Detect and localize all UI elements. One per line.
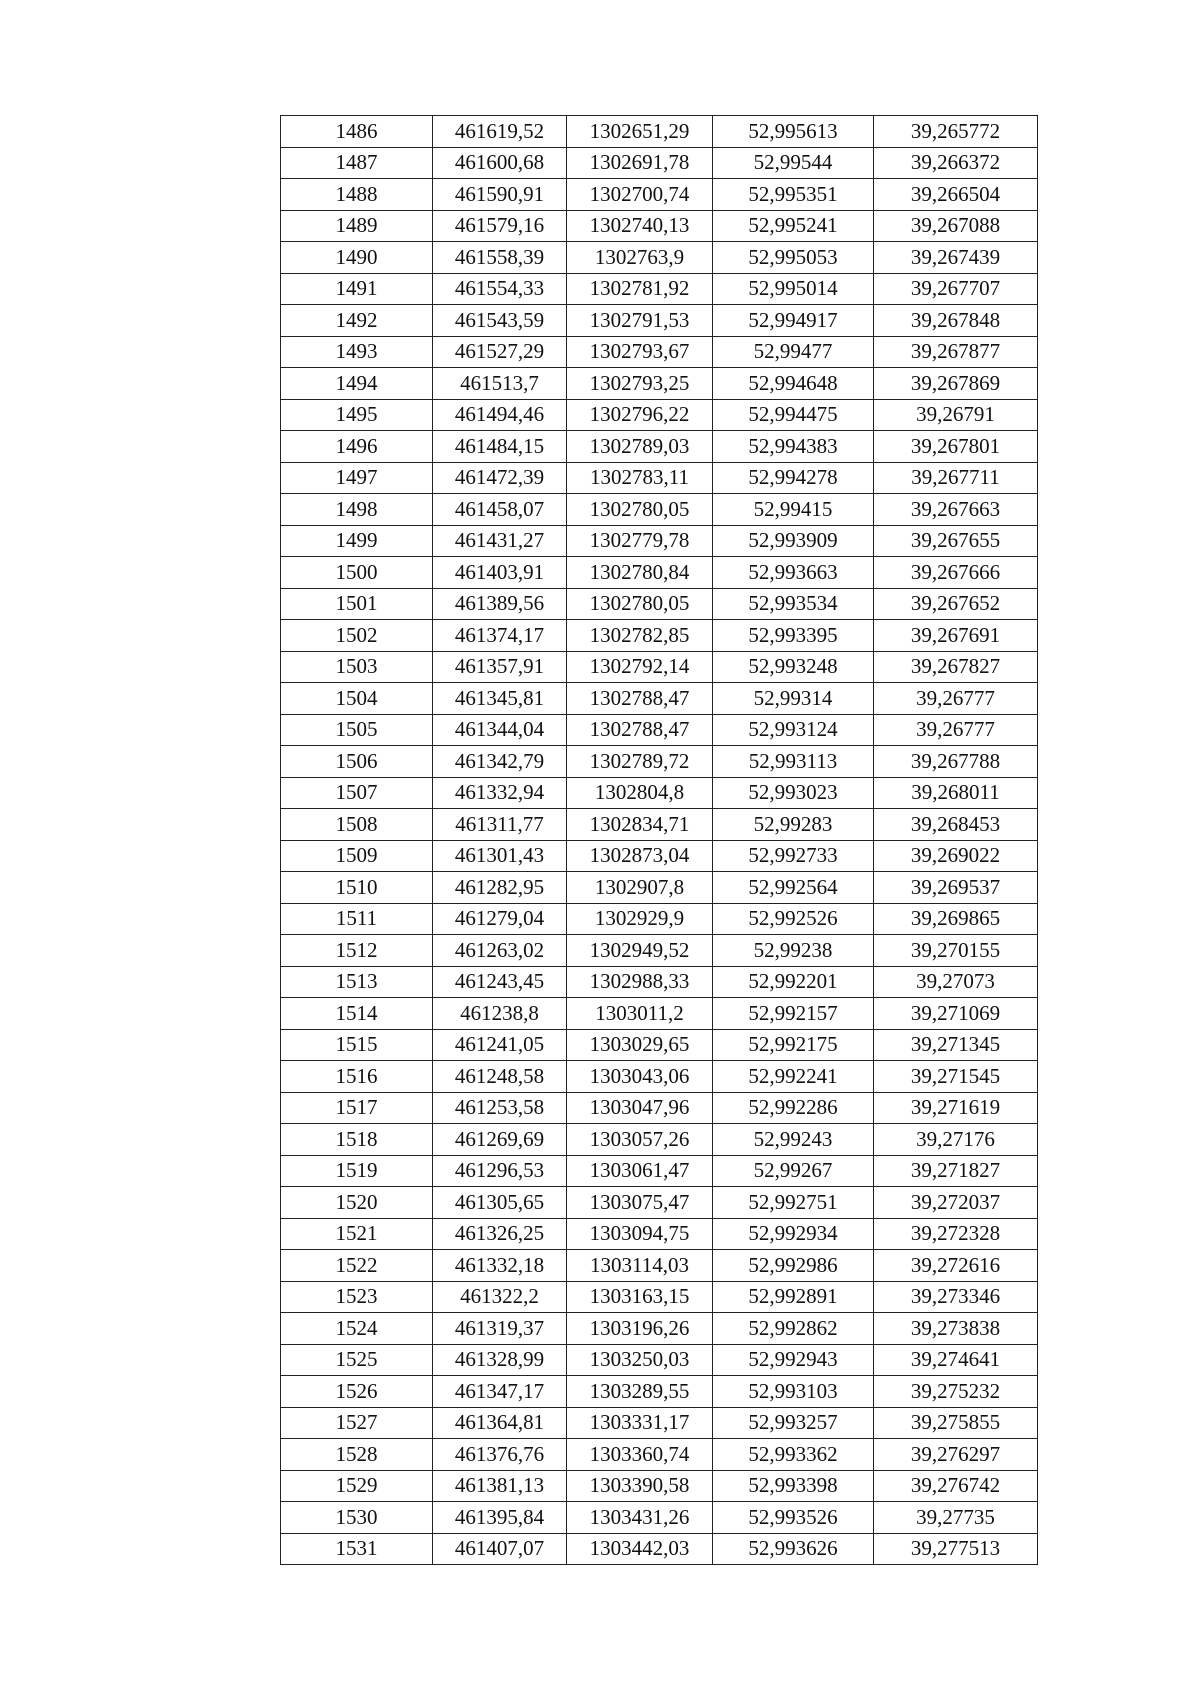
y-coordinate-cell: 1303360,74 <box>567 1439 713 1471</box>
table-row <box>281 399 1038 431</box>
longitude-cell: 39,270155 <box>874 935 1038 967</box>
longitude-cell: 39,271545 <box>874 1061 1038 1093</box>
point-number-cell: 1487 <box>281 147 433 179</box>
y-coordinate-cell: 1303431,26 <box>567 1502 713 1534</box>
longitude-cell: 39,271345 <box>874 1029 1038 1061</box>
latitude-cell: 52,993124 <box>713 714 874 746</box>
longitude-cell: 39,267801 <box>874 431 1038 463</box>
point-number-cell: 1514 <box>281 998 433 1030</box>
x-coordinate-cell: 461579,16 <box>433 210 567 242</box>
table-row <box>281 1502 1038 1534</box>
table-row <box>281 557 1038 589</box>
point-number-cell: 1494 <box>281 368 433 400</box>
x-coordinate-cell: 461543,59 <box>433 305 567 337</box>
table-row <box>281 746 1038 778</box>
point-number-cell: 1524 <box>281 1313 433 1345</box>
table-row <box>281 1250 1038 1282</box>
x-coordinate-cell: 461554,33 <box>433 273 567 305</box>
point-number-cell: 1489 <box>281 210 433 242</box>
table-row <box>281 1092 1038 1124</box>
table-row <box>281 305 1038 337</box>
x-coordinate-cell: 461282,95 <box>433 872 567 904</box>
point-number-cell: 1505 <box>281 714 433 746</box>
point-number-cell: 1525 <box>281 1344 433 1376</box>
x-coordinate-cell: 461332,94 <box>433 777 567 809</box>
x-coordinate-cell: 461381,13 <box>433 1470 567 1502</box>
point-number-cell: 1521 <box>281 1218 433 1250</box>
longitude-cell: 39,271827 <box>874 1155 1038 1187</box>
point-number-cell: 1510 <box>281 872 433 904</box>
y-coordinate-cell: 1303390,58 <box>567 1470 713 1502</box>
point-number-cell: 1518 <box>281 1124 433 1156</box>
longitude-cell: 39,267652 <box>874 588 1038 620</box>
latitude-cell: 52,992986 <box>713 1250 874 1282</box>
table-row <box>281 147 1038 179</box>
longitude-cell: 39,267439 <box>874 242 1038 274</box>
y-coordinate-cell: 1303289,55 <box>567 1376 713 1408</box>
x-coordinate-cell: 461494,46 <box>433 399 567 431</box>
latitude-cell: 52,992175 <box>713 1029 874 1061</box>
longitude-cell: 39,271069 <box>874 998 1038 1030</box>
longitude-cell: 39,272328 <box>874 1218 1038 1250</box>
point-number-cell: 1522 <box>281 1250 433 1282</box>
longitude-cell: 39,269537 <box>874 872 1038 904</box>
latitude-cell: 52,993526 <box>713 1502 874 1534</box>
y-coordinate-cell: 1302789,72 <box>567 746 713 778</box>
point-number-cell: 1523 <box>281 1281 433 1313</box>
y-coordinate-cell: 1302782,85 <box>567 620 713 652</box>
table-row <box>281 179 1038 211</box>
y-coordinate-cell: 1303196,26 <box>567 1313 713 1345</box>
table-row <box>281 1407 1038 1439</box>
x-coordinate-cell: 461472,39 <box>433 462 567 494</box>
table-row <box>281 714 1038 746</box>
latitude-cell: 52,993398 <box>713 1470 874 1502</box>
longitude-cell: 39,268453 <box>874 809 1038 841</box>
x-coordinate-cell: 461374,17 <box>433 620 567 652</box>
x-coordinate-cell: 461364,81 <box>433 1407 567 1439</box>
y-coordinate-cell: 1302700,74 <box>567 179 713 211</box>
point-number-cell: 1526 <box>281 1376 433 1408</box>
table-row <box>281 651 1038 683</box>
x-coordinate-cell: 461431,27 <box>433 525 567 557</box>
longitude-cell: 39,267827 <box>874 651 1038 683</box>
latitude-cell: 52,994383 <box>713 431 874 463</box>
table-row <box>281 1155 1038 1187</box>
latitude-cell: 52,99283 <box>713 809 874 841</box>
x-coordinate-cell: 461458,07 <box>433 494 567 526</box>
x-coordinate-cell: 461322,2 <box>433 1281 567 1313</box>
y-coordinate-cell: 1302780,05 <box>567 494 713 526</box>
x-coordinate-cell: 461279,04 <box>433 903 567 935</box>
longitude-cell: 39,267663 <box>874 494 1038 526</box>
y-coordinate-cell: 1302804,8 <box>567 777 713 809</box>
table-row <box>281 368 1038 400</box>
x-coordinate-cell: 461590,91 <box>433 179 567 211</box>
longitude-cell: 39,27176 <box>874 1124 1038 1156</box>
table-row <box>281 1061 1038 1093</box>
longitude-cell: 39,271619 <box>874 1092 1038 1124</box>
longitude-cell: 39,267877 <box>874 336 1038 368</box>
latitude-cell: 52,993257 <box>713 1407 874 1439</box>
table-row <box>281 683 1038 715</box>
y-coordinate-cell: 1303047,96 <box>567 1092 713 1124</box>
longitude-cell: 39,273838 <box>874 1313 1038 1345</box>
y-coordinate-cell: 1303163,15 <box>567 1281 713 1313</box>
latitude-cell: 52,993248 <box>713 651 874 683</box>
longitude-cell: 39,269022 <box>874 840 1038 872</box>
point-number-cell: 1529 <box>281 1470 433 1502</box>
longitude-cell: 39,27735 <box>874 1502 1038 1534</box>
x-coordinate-cell: 461241,05 <box>433 1029 567 1061</box>
point-number-cell: 1497 <box>281 462 433 494</box>
table-row <box>281 462 1038 494</box>
longitude-cell: 39,267788 <box>874 746 1038 778</box>
table-row <box>281 431 1038 463</box>
y-coordinate-cell: 1303331,17 <box>567 1407 713 1439</box>
point-number-cell: 1498 <box>281 494 433 526</box>
x-coordinate-cell: 461484,15 <box>433 431 567 463</box>
longitude-cell: 39,266372 <box>874 147 1038 179</box>
x-coordinate-cell: 461342,79 <box>433 746 567 778</box>
latitude-cell: 52,99544 <box>713 147 874 179</box>
point-number-cell: 1515 <box>281 1029 433 1061</box>
point-number-cell: 1499 <box>281 525 433 557</box>
table-row <box>281 1313 1038 1345</box>
x-coordinate-cell: 461357,91 <box>433 651 567 683</box>
x-coordinate-cell: 461345,81 <box>433 683 567 715</box>
x-coordinate-cell: 461238,8 <box>433 998 567 1030</box>
table-row <box>281 809 1038 841</box>
longitude-cell: 39,267869 <box>874 368 1038 400</box>
latitude-cell: 52,992862 <box>713 1313 874 1345</box>
latitude-cell: 52,992891 <box>713 1281 874 1313</box>
y-coordinate-cell: 1303442,03 <box>567 1533 713 1565</box>
table-row <box>281 273 1038 305</box>
table-row <box>281 1533 1038 1565</box>
latitude-cell: 52,992934 <box>713 1218 874 1250</box>
latitude-cell: 52,993113 <box>713 746 874 778</box>
y-coordinate-cell: 1302791,53 <box>567 305 713 337</box>
point-number-cell: 1520 <box>281 1187 433 1219</box>
y-coordinate-cell: 1302834,71 <box>567 809 713 841</box>
y-coordinate-cell: 1303075,47 <box>567 1187 713 1219</box>
y-coordinate-cell: 1302763,9 <box>567 242 713 274</box>
point-number-cell: 1512 <box>281 935 433 967</box>
longitude-cell: 39,26791 <box>874 399 1038 431</box>
longitude-cell: 39,275232 <box>874 1376 1038 1408</box>
table-row <box>281 588 1038 620</box>
y-coordinate-cell: 1302783,11 <box>567 462 713 494</box>
latitude-cell: 52,99238 <box>713 935 874 967</box>
y-coordinate-cell: 1302949,52 <box>567 935 713 967</box>
table-row <box>281 1470 1038 1502</box>
point-number-cell: 1488 <box>281 179 433 211</box>
table-row <box>281 872 1038 904</box>
longitude-cell: 39,277513 <box>874 1533 1038 1565</box>
y-coordinate-cell: 1302691,78 <box>567 147 713 179</box>
coordinates-table <box>280 115 1038 1565</box>
y-coordinate-cell: 1302793,67 <box>567 336 713 368</box>
point-number-cell: 1530 <box>281 1502 433 1534</box>
table-row <box>281 966 1038 998</box>
point-number-cell: 1527 <box>281 1407 433 1439</box>
x-coordinate-cell: 461319,37 <box>433 1313 567 1345</box>
longitude-cell: 39,274641 <box>874 1344 1038 1376</box>
x-coordinate-cell: 461344,04 <box>433 714 567 746</box>
y-coordinate-cell: 1302740,13 <box>567 210 713 242</box>
x-coordinate-cell: 461619,52 <box>433 116 567 148</box>
x-coordinate-cell: 461296,53 <box>433 1155 567 1187</box>
latitude-cell: 52,995351 <box>713 179 874 211</box>
x-coordinate-cell: 461407,07 <box>433 1533 567 1565</box>
y-coordinate-cell: 1302793,25 <box>567 368 713 400</box>
point-number-cell: 1490 <box>281 242 433 274</box>
point-number-cell: 1501 <box>281 588 433 620</box>
latitude-cell: 52,995014 <box>713 273 874 305</box>
y-coordinate-cell: 1302988,33 <box>567 966 713 998</box>
longitude-cell: 39,267707 <box>874 273 1038 305</box>
latitude-cell: 52,995053 <box>713 242 874 274</box>
table-row <box>281 1344 1038 1376</box>
point-number-cell: 1495 <box>281 399 433 431</box>
latitude-cell: 52,993395 <box>713 620 874 652</box>
point-number-cell: 1502 <box>281 620 433 652</box>
point-number-cell: 1517 <box>281 1092 433 1124</box>
y-coordinate-cell: 1302780,84 <box>567 557 713 589</box>
longitude-cell: 39,27073 <box>874 966 1038 998</box>
point-number-cell: 1496 <box>281 431 433 463</box>
y-coordinate-cell: 1302781,92 <box>567 273 713 305</box>
table-row <box>281 116 1038 148</box>
latitude-cell: 52,992526 <box>713 903 874 935</box>
table-row <box>281 840 1038 872</box>
x-coordinate-cell: 461527,29 <box>433 336 567 368</box>
latitude-cell: 52,992751 <box>713 1187 874 1219</box>
table-row <box>281 620 1038 652</box>
point-number-cell: 1506 <box>281 746 433 778</box>
y-coordinate-cell: 1303029,65 <box>567 1029 713 1061</box>
latitude-cell: 52,993362 <box>713 1439 874 1471</box>
latitude-cell: 52,995241 <box>713 210 874 242</box>
table-row <box>281 998 1038 1030</box>
longitude-cell: 39,272037 <box>874 1187 1038 1219</box>
longitude-cell: 39,275855 <box>874 1407 1038 1439</box>
x-coordinate-cell: 461269,69 <box>433 1124 567 1156</box>
y-coordinate-cell: 1302779,78 <box>567 525 713 557</box>
latitude-cell: 52,994278 <box>713 462 874 494</box>
longitude-cell: 39,276297 <box>874 1439 1038 1471</box>
x-coordinate-cell: 461347,17 <box>433 1376 567 1408</box>
table-row <box>281 1187 1038 1219</box>
point-number-cell: 1511 <box>281 903 433 935</box>
latitude-cell: 52,99314 <box>713 683 874 715</box>
latitude-cell: 52,99243 <box>713 1124 874 1156</box>
latitude-cell: 52,993103 <box>713 1376 874 1408</box>
y-coordinate-cell: 1302907,8 <box>567 872 713 904</box>
table-row <box>281 777 1038 809</box>
table-row <box>281 1376 1038 1408</box>
latitude-cell: 52,993023 <box>713 777 874 809</box>
latitude-cell: 52,992943 <box>713 1344 874 1376</box>
x-coordinate-cell: 461248,58 <box>433 1061 567 1093</box>
x-coordinate-cell: 461243,45 <box>433 966 567 998</box>
y-coordinate-cell: 1303094,75 <box>567 1218 713 1250</box>
coordinates-table-body <box>281 116 1038 1565</box>
y-coordinate-cell: 1302651,29 <box>567 116 713 148</box>
longitude-cell: 39,265772 <box>874 116 1038 148</box>
point-number-cell: 1531 <box>281 1533 433 1565</box>
x-coordinate-cell: 461305,65 <box>433 1187 567 1219</box>
point-number-cell: 1491 <box>281 273 433 305</box>
point-number-cell: 1504 <box>281 683 433 715</box>
table-row <box>281 210 1038 242</box>
latitude-cell: 52,993626 <box>713 1533 874 1565</box>
longitude-cell: 39,267655 <box>874 525 1038 557</box>
point-number-cell: 1508 <box>281 809 433 841</box>
y-coordinate-cell: 1302796,22 <box>567 399 713 431</box>
table-row <box>281 935 1038 967</box>
latitude-cell: 52,993663 <box>713 557 874 589</box>
longitude-cell: 39,267666 <box>874 557 1038 589</box>
point-number-cell: 1513 <box>281 966 433 998</box>
y-coordinate-cell: 1303043,06 <box>567 1061 713 1093</box>
latitude-cell: 52,992241 <box>713 1061 874 1093</box>
y-coordinate-cell: 1302792,14 <box>567 651 713 683</box>
latitude-cell: 52,99267 <box>713 1155 874 1187</box>
longitude-cell: 39,276742 <box>874 1470 1038 1502</box>
table-row <box>281 1029 1038 1061</box>
latitude-cell: 52,993534 <box>713 588 874 620</box>
point-number-cell: 1516 <box>281 1061 433 1093</box>
x-coordinate-cell: 461389,56 <box>433 588 567 620</box>
y-coordinate-cell: 1302789,03 <box>567 431 713 463</box>
y-coordinate-cell: 1303250,03 <box>567 1344 713 1376</box>
latitude-cell: 52,992733 <box>713 840 874 872</box>
x-coordinate-cell: 461403,91 <box>433 557 567 589</box>
latitude-cell: 52,993909 <box>713 525 874 557</box>
x-coordinate-cell: 461513,7 <box>433 368 567 400</box>
point-number-cell: 1493 <box>281 336 433 368</box>
x-coordinate-cell: 461395,84 <box>433 1502 567 1534</box>
latitude-cell: 52,995613 <box>713 116 874 148</box>
latitude-cell: 52,992564 <box>713 872 874 904</box>
y-coordinate-cell: 1303057,26 <box>567 1124 713 1156</box>
x-coordinate-cell: 461263,02 <box>433 935 567 967</box>
x-coordinate-cell: 461332,18 <box>433 1250 567 1282</box>
longitude-cell: 39,26777 <box>874 683 1038 715</box>
longitude-cell: 39,26777 <box>874 714 1038 746</box>
table-row <box>281 1281 1038 1313</box>
point-number-cell: 1507 <box>281 777 433 809</box>
x-coordinate-cell: 461328,99 <box>433 1344 567 1376</box>
longitude-cell: 39,273346 <box>874 1281 1038 1313</box>
latitude-cell: 52,992201 <box>713 966 874 998</box>
y-coordinate-cell: 1303011,2 <box>567 998 713 1030</box>
y-coordinate-cell: 1302780,05 <box>567 588 713 620</box>
y-coordinate-cell: 1303061,47 <box>567 1155 713 1187</box>
table-row <box>281 1124 1038 1156</box>
longitude-cell: 39,269865 <box>874 903 1038 935</box>
point-number-cell: 1500 <box>281 557 433 589</box>
longitude-cell: 39,267691 <box>874 620 1038 652</box>
longitude-cell: 39,267088 <box>874 210 1038 242</box>
latitude-cell: 52,994917 <box>713 305 874 337</box>
latitude-cell: 52,99415 <box>713 494 874 526</box>
x-coordinate-cell: 461376,76 <box>433 1439 567 1471</box>
table-row <box>281 494 1038 526</box>
table-row <box>281 903 1038 935</box>
table-row <box>281 1218 1038 1250</box>
point-number-cell: 1486 <box>281 116 433 148</box>
longitude-cell: 39,268011 <box>874 777 1038 809</box>
x-coordinate-cell: 461311,77 <box>433 809 567 841</box>
latitude-cell: 52,994475 <box>713 399 874 431</box>
latitude-cell: 52,992286 <box>713 1092 874 1124</box>
point-number-cell: 1509 <box>281 840 433 872</box>
x-coordinate-cell: 461326,25 <box>433 1218 567 1250</box>
table-row <box>281 336 1038 368</box>
point-number-cell: 1492 <box>281 305 433 337</box>
point-number-cell: 1528 <box>281 1439 433 1471</box>
x-coordinate-cell: 461253,58 <box>433 1092 567 1124</box>
latitude-cell: 52,994648 <box>713 368 874 400</box>
x-coordinate-cell: 461600,68 <box>433 147 567 179</box>
x-coordinate-cell: 461558,39 <box>433 242 567 274</box>
x-coordinate-cell: 461301,43 <box>433 840 567 872</box>
y-coordinate-cell: 1302788,47 <box>567 714 713 746</box>
y-coordinate-cell: 1302929,9 <box>567 903 713 935</box>
longitude-cell: 39,267711 <box>874 462 1038 494</box>
y-coordinate-cell: 1302873,04 <box>567 840 713 872</box>
longitude-cell: 39,266504 <box>874 179 1038 211</box>
latitude-cell: 52,99477 <box>713 336 874 368</box>
y-coordinate-cell: 1303114,03 <box>567 1250 713 1282</box>
table-row <box>281 1439 1038 1471</box>
table-row <box>281 242 1038 274</box>
y-coordinate-cell: 1302788,47 <box>567 683 713 715</box>
latitude-cell: 52,992157 <box>713 998 874 1030</box>
longitude-cell: 39,267848 <box>874 305 1038 337</box>
table-row <box>281 525 1038 557</box>
point-number-cell: 1519 <box>281 1155 433 1187</box>
point-number-cell: 1503 <box>281 651 433 683</box>
longitude-cell: 39,272616 <box>874 1250 1038 1282</box>
